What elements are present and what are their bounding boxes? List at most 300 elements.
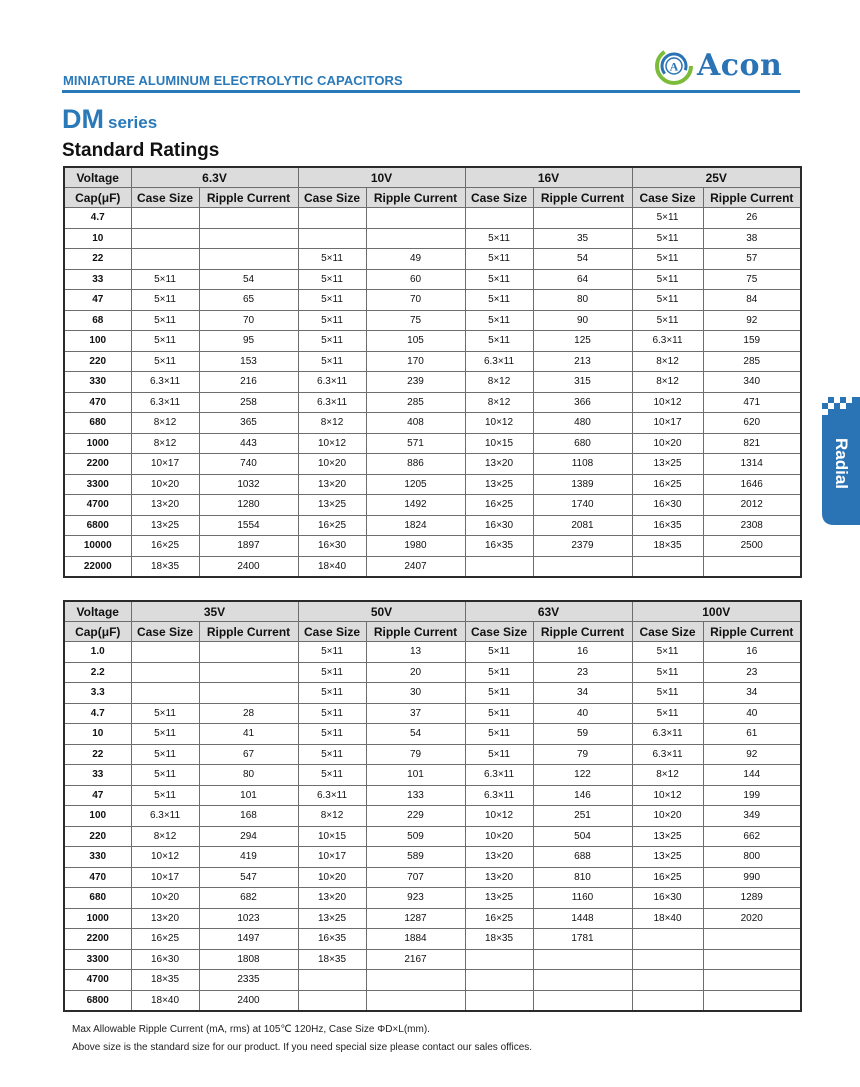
header-title: MINIATURE ALUMINUM ELECTROLYTIC CAPACITORS <box>63 73 403 88</box>
table-row <box>64 372 801 393</box>
case-size-cell: 6.3×11 <box>131 392 199 413</box>
case-size-cell: 13×25 <box>131 515 199 536</box>
case-size-cell: 5×11 <box>632 662 703 683</box>
ripple-current-cell <box>703 929 801 950</box>
ripple-current-cell: 2020 <box>703 908 801 929</box>
ripple-current-cell <box>366 970 465 991</box>
ripple-current-cell: 547 <box>199 867 298 888</box>
capacitance-cell: 22 <box>64 744 131 765</box>
capacitance-cell: 33 <box>64 765 131 786</box>
case-size-cell: 5×11 <box>632 269 703 290</box>
capacitance-cell: 33 <box>64 269 131 290</box>
case-size-cell: 5×11 <box>465 724 533 745</box>
case-size-cell: 5×11 <box>632 208 703 229</box>
ripple-current-cell: 340 <box>703 372 801 393</box>
case-size-cell: 5×11 <box>131 331 199 352</box>
ripple-current-cell: 2500 <box>703 536 801 557</box>
case-size-cell: 10×20 <box>131 474 199 495</box>
ripple-current-cell: 1023 <box>199 908 298 929</box>
table-row <box>64 929 801 950</box>
table-row <box>64 556 801 577</box>
ripple-current-cell <box>366 990 465 1011</box>
ripple-current-cell: 13 <box>366 642 465 663</box>
capacitance-cell: 2200 <box>64 454 131 475</box>
capacitance-cell: 22 <box>64 249 131 270</box>
case-size-cell: 5×11 <box>298 310 366 331</box>
ripple-current-cell: 61 <box>703 724 801 745</box>
note-line-1: Max Allowable Ripple Current (mA, rms) at 105℃ 120Hz, Case Size ΦD×L(mm). <box>72 1024 430 1035</box>
table-row <box>64 765 801 786</box>
capacitance-cell: 2200 <box>64 929 131 950</box>
case-size-cell <box>298 970 366 991</box>
ripple-current-header: Ripple Current <box>703 622 801 642</box>
case-size-cell: 5×11 <box>465 249 533 270</box>
case-size-cell: 16×25 <box>298 515 366 536</box>
case-size-cell: 5×11 <box>131 765 199 786</box>
case-size-cell <box>131 208 199 229</box>
ripple-current-cell: 620 <box>703 413 801 434</box>
ripple-current-cell: 800 <box>703 847 801 868</box>
ripple-current-cell: 34 <box>533 683 632 704</box>
ripple-current-cell: 38 <box>703 228 801 249</box>
case-size-cell: 8×12 <box>465 372 533 393</box>
ripple-current-cell: 251 <box>533 806 632 827</box>
case-size-cell: 8×12 <box>465 392 533 413</box>
ripple-current-cell: 20 <box>366 662 465 683</box>
ratings-table-low-voltage <box>63 166 802 578</box>
case-size-cell: 16×30 <box>131 949 199 970</box>
voltage-group-header: 25V <box>632 167 801 188</box>
case-size-cell: 16×25 <box>131 929 199 950</box>
capacitance-cell: 3300 <box>64 474 131 495</box>
ripple-current-cell: 16 <box>703 642 801 663</box>
case-size-cell: 13×25 <box>632 826 703 847</box>
capacitance-cell: 47 <box>64 290 131 311</box>
case-size-header: Case Size <box>298 622 366 642</box>
case-size-cell: 13×25 <box>632 454 703 475</box>
column-header-row <box>64 188 801 208</box>
ripple-current-cell <box>533 990 632 1011</box>
capacitance-cell: 3300 <box>64 949 131 970</box>
case-size-cell <box>465 990 533 1011</box>
table-row <box>64 785 801 806</box>
case-size-cell: 5×11 <box>298 331 366 352</box>
voltage-group-header: 6.3V <box>131 167 298 188</box>
table-row <box>64 208 801 229</box>
ripple-current-cell: 2407 <box>366 556 465 577</box>
case-size-cell: 8×12 <box>632 372 703 393</box>
case-size-cell <box>131 249 199 270</box>
table-row <box>64 724 801 745</box>
case-size-cell: 5×11 <box>465 683 533 704</box>
case-size-cell: 6.3×11 <box>465 351 533 372</box>
capacitance-cell: 6800 <box>64 990 131 1011</box>
case-size-cell: 10×20 <box>298 454 366 475</box>
case-size-cell: 16×35 <box>465 536 533 557</box>
ripple-current-cell: 59 <box>533 724 632 745</box>
table-row <box>64 847 801 868</box>
case-size-cell: 18×35 <box>298 949 366 970</box>
ripple-current-cell: 1448 <box>533 908 632 929</box>
case-size-cell: 8×12 <box>131 413 199 434</box>
ripple-current-cell: 80 <box>533 290 632 311</box>
case-size-cell: 5×11 <box>632 228 703 249</box>
capacitance-cell: 4.7 <box>64 208 131 229</box>
capacitance-cell: 6800 <box>64 515 131 536</box>
case-size-cell: 13×25 <box>465 888 533 909</box>
ripple-current-cell: 349 <box>703 806 801 827</box>
ripple-current-cell: 101 <box>366 765 465 786</box>
case-size-cell: 5×11 <box>131 785 199 806</box>
ripple-current-cell: 122 <box>533 765 632 786</box>
ripple-current-cell: 2308 <box>703 515 801 536</box>
ripple-current-cell: 443 <box>199 433 298 454</box>
case-size-cell <box>131 662 199 683</box>
ripple-current-cell: 168 <box>199 806 298 827</box>
ripple-current-cell: 84 <box>703 290 801 311</box>
ripple-current-cell: 40 <box>703 703 801 724</box>
case-size-cell: 16×25 <box>131 536 199 557</box>
ripple-current-cell: 821 <box>703 433 801 454</box>
ripple-current-cell: 37 <box>366 703 465 724</box>
case-size-cell: 5×11 <box>298 703 366 724</box>
voltage-group-header: 16V <box>465 167 632 188</box>
ripple-current-cell: 75 <box>366 310 465 331</box>
ripple-current-cell: 1108 <box>533 454 632 475</box>
capacitance-cell: 3.3 <box>64 683 131 704</box>
ripple-current-cell: 101 <box>199 785 298 806</box>
capacitance-cell: 680 <box>64 413 131 434</box>
case-size-cell: 13×20 <box>465 867 533 888</box>
ripple-current-header: Ripple Current <box>533 622 632 642</box>
capacitance-cell: 22000 <box>64 556 131 577</box>
ripple-current-cell: 1740 <box>533 495 632 516</box>
ripple-current-cell: 95 <box>199 331 298 352</box>
ripple-current-cell: 34 <box>703 683 801 704</box>
ripple-current-header: Ripple Current <box>533 188 632 208</box>
table-row <box>64 683 801 704</box>
ripple-current-cell: 57 <box>703 249 801 270</box>
capacitance-cell: 4700 <box>64 970 131 991</box>
ripple-current-cell: 707 <box>366 867 465 888</box>
series-name: DM <box>62 104 104 134</box>
capacitance-cell: 10000 <box>64 536 131 557</box>
ripple-current-cell <box>533 208 632 229</box>
case-size-cell: 10×15 <box>298 826 366 847</box>
radial-tab-label: Radial <box>832 438 851 490</box>
ripple-current-cell: 886 <box>366 454 465 475</box>
table-row <box>64 990 801 1011</box>
case-size-cell: 18×35 <box>465 929 533 950</box>
case-size-cell <box>465 970 533 991</box>
case-size-cell: 5×11 <box>465 703 533 724</box>
ripple-current-cell: 365 <box>199 413 298 434</box>
table-row <box>64 249 801 270</box>
case-size-cell: 18×40 <box>131 990 199 1011</box>
ripple-current-cell: 285 <box>366 392 465 413</box>
ripple-current-cell: 1492 <box>366 495 465 516</box>
case-size-cell: 13×25 <box>298 908 366 929</box>
capacitance-cell: 470 <box>64 867 131 888</box>
case-size-cell: 5×11 <box>465 662 533 683</box>
case-size-cell: 5×11 <box>632 290 703 311</box>
voltage-group-header: 63V <box>465 601 632 622</box>
ripple-current-cell: 366 <box>533 392 632 413</box>
ripple-current-cell: 75 <box>703 269 801 290</box>
case-size-cell: 10×12 <box>131 847 199 868</box>
ripple-current-cell: 23 <box>703 662 801 683</box>
ripple-current-cell: 682 <box>199 888 298 909</box>
case-size-cell: 10×17 <box>632 413 703 434</box>
ripple-current-cell <box>703 990 801 1011</box>
case-size-cell: 13×25 <box>298 495 366 516</box>
case-size-cell: 5×11 <box>298 642 366 663</box>
ripple-current-cell: 1287 <box>366 908 465 929</box>
ripple-current-cell <box>533 970 632 991</box>
case-size-cell: 16×25 <box>632 474 703 495</box>
ripple-current-cell: 199 <box>703 785 801 806</box>
case-size-cell: 5×11 <box>298 744 366 765</box>
table-row <box>64 413 801 434</box>
case-size-cell <box>298 990 366 1011</box>
case-size-cell: 10×12 <box>298 433 366 454</box>
case-size-cell: 18×40 <box>298 556 366 577</box>
capacitance-cell: 4700 <box>64 495 131 516</box>
ripple-current-cell: 662 <box>703 826 801 847</box>
case-size-cell: 5×11 <box>465 310 533 331</box>
ripple-current-cell: 315 <box>533 372 632 393</box>
table-row <box>64 392 801 413</box>
note-line-2: Above size is the standard size for our product. If you need special size please contact our sales offices. <box>72 1042 533 1053</box>
case-size-cell: 5×11 <box>131 290 199 311</box>
table-row <box>64 908 801 929</box>
ripple-current-cell <box>199 249 298 270</box>
ripple-current-cell: 49 <box>366 249 465 270</box>
ripple-current-cell: 79 <box>533 744 632 765</box>
table-row <box>64 806 801 827</box>
capacitance-cell: 2.2 <box>64 662 131 683</box>
voltage-group-header: 10V <box>298 167 465 188</box>
case-size-cell: 5×11 <box>465 744 533 765</box>
case-size-cell: 13×20 <box>131 495 199 516</box>
case-size-cell: 10×20 <box>465 826 533 847</box>
logo-text: Acon <box>697 48 783 83</box>
case-size-cell: 18×40 <box>632 908 703 929</box>
case-size-cell: 5×11 <box>632 703 703 724</box>
ripple-current-cell: 26 <box>703 208 801 229</box>
ripple-current-cell: 30 <box>366 683 465 704</box>
ripple-current-cell: 419 <box>199 847 298 868</box>
ripple-current-cell: 2167 <box>366 949 465 970</box>
case-size-cell: 5×11 <box>465 642 533 663</box>
series-title <box>62 104 157 135</box>
case-size-cell: 5×11 <box>465 228 533 249</box>
ripple-current-cell: 285 <box>703 351 801 372</box>
capacitance-cell: 220 <box>64 826 131 847</box>
voltage-header-row <box>64 167 801 188</box>
capacitance-cell: 68 <box>64 310 131 331</box>
case-size-cell: 6.3×11 <box>632 744 703 765</box>
case-size-cell <box>298 208 366 229</box>
table-row <box>64 703 801 724</box>
case-size-cell: 8×12 <box>632 351 703 372</box>
ripple-current-cell: 2335 <box>199 970 298 991</box>
case-size-cell <box>131 228 199 249</box>
capacitance-cell: 220 <box>64 351 131 372</box>
case-size-cell: 8×12 <box>298 413 366 434</box>
case-size-header: Case Size <box>465 622 533 642</box>
ripple-current-cell: 1808 <box>199 949 298 970</box>
ripple-current-cell: 680 <box>533 433 632 454</box>
ripple-current-header: Ripple Current <box>199 622 298 642</box>
case-size-cell: 10×17 <box>298 847 366 868</box>
ripple-current-cell: 133 <box>366 785 465 806</box>
case-size-cell <box>632 990 703 1011</box>
ripple-current-cell <box>533 949 632 970</box>
ripple-current-cell: 239 <box>366 372 465 393</box>
case-size-cell: 5×11 <box>298 683 366 704</box>
ripple-current-cell: 92 <box>703 310 801 331</box>
ripple-current-cell <box>533 556 632 577</box>
ripple-current-cell: 41 <box>199 724 298 745</box>
ripple-current-cell: 170 <box>366 351 465 372</box>
ripple-current-header: Ripple Current <box>199 188 298 208</box>
case-size-cell: 5×11 <box>131 744 199 765</box>
case-size-cell: 10×20 <box>632 433 703 454</box>
table-row <box>64 888 801 909</box>
ripple-current-cell: 589 <box>366 847 465 868</box>
case-size-cell: 16×30 <box>298 536 366 557</box>
case-size-cell: 10×12 <box>465 413 533 434</box>
case-size-cell: 5×11 <box>131 269 199 290</box>
case-size-cell: 5×11 <box>465 290 533 311</box>
capacitance-cell: 330 <box>64 372 131 393</box>
ripple-current-header: Ripple Current <box>703 188 801 208</box>
ripple-current-cell: 153 <box>199 351 298 372</box>
case-size-cell <box>131 683 199 704</box>
case-size-cell <box>632 949 703 970</box>
voltage-group-header: 35V <box>131 601 298 622</box>
voltage-label: Voltage <box>64 601 131 622</box>
table-row <box>64 495 801 516</box>
notes <box>72 1021 532 1057</box>
ripple-current-cell: 229 <box>366 806 465 827</box>
capacitance-cell: 1000 <box>64 433 131 454</box>
ripple-current-cell: 740 <box>199 454 298 475</box>
ripple-current-header: Ripple Current <box>366 188 465 208</box>
case-size-cell: 13×20 <box>298 888 366 909</box>
ripple-current-cell: 1884 <box>366 929 465 950</box>
ripple-current-cell <box>199 683 298 704</box>
ripple-current-cell: 213 <box>533 351 632 372</box>
ripple-current-cell: 2012 <box>703 495 801 516</box>
ripple-current-cell <box>199 228 298 249</box>
table-row <box>64 536 801 557</box>
case-size-cell: 6.3×11 <box>298 372 366 393</box>
case-size-cell: 18×35 <box>131 556 199 577</box>
case-size-cell: 5×11 <box>632 642 703 663</box>
case-size-cell: 13×25 <box>632 847 703 868</box>
case-size-cell: 8×12 <box>298 806 366 827</box>
capacitance-cell: 470 <box>64 392 131 413</box>
ripple-current-cell: 294 <box>199 826 298 847</box>
case-size-cell: 6.3×11 <box>298 392 366 413</box>
ripple-current-cell: 1824 <box>366 515 465 536</box>
case-size-cell: 16×25 <box>465 908 533 929</box>
case-size-cell: 5×11 <box>131 351 199 372</box>
case-size-cell: 5×11 <box>298 249 366 270</box>
ripple-current-cell: 810 <box>533 867 632 888</box>
table-row <box>64 310 801 331</box>
ripple-current-header: Ripple Current <box>366 622 465 642</box>
ripple-current-cell <box>703 556 801 577</box>
ripple-current-cell: 16 <box>533 642 632 663</box>
capacitance-cell: 1.0 <box>64 642 131 663</box>
company-logo <box>655 47 795 87</box>
ripple-current-cell: 70 <box>366 290 465 311</box>
ripple-current-cell: 1160 <box>533 888 632 909</box>
table-row <box>64 433 801 454</box>
voltage-header-row <box>64 601 801 622</box>
case-size-cell: 6.3×11 <box>632 331 703 352</box>
case-size-header: Case Size <box>632 188 703 208</box>
ripple-current-cell: 258 <box>199 392 298 413</box>
case-size-cell: 10×20 <box>298 867 366 888</box>
case-size-cell: 8×12 <box>131 433 199 454</box>
ripple-current-cell: 1980 <box>366 536 465 557</box>
ripple-current-cell: 2379 <box>533 536 632 557</box>
case-size-cell: 16×30 <box>632 495 703 516</box>
case-size-cell: 8×12 <box>632 765 703 786</box>
table-row <box>64 290 801 311</box>
ripple-current-cell: 159 <box>703 331 801 352</box>
ripple-current-cell: 216 <box>199 372 298 393</box>
case-size-cell: 10×17 <box>131 454 199 475</box>
ripple-current-cell: 92 <box>703 744 801 765</box>
ripple-current-cell: 1289 <box>703 888 801 909</box>
table-row <box>64 331 801 352</box>
table-row <box>64 454 801 475</box>
ripple-current-cell: 35 <box>533 228 632 249</box>
ripple-current-cell: 79 <box>366 744 465 765</box>
case-size-header: Case Size <box>131 622 199 642</box>
case-size-cell <box>131 642 199 663</box>
case-size-cell: 16×35 <box>298 929 366 950</box>
ripple-current-cell <box>199 208 298 229</box>
capacitance-cell: 680 <box>64 888 131 909</box>
ripple-current-cell: 1032 <box>199 474 298 495</box>
case-size-cell: 10×12 <box>465 806 533 827</box>
ripple-current-cell: 1205 <box>366 474 465 495</box>
ripple-current-cell <box>703 970 801 991</box>
ripple-current-cell <box>366 208 465 229</box>
case-size-cell: 13×20 <box>131 908 199 929</box>
voltage-group-header: 100V <box>632 601 801 622</box>
case-size-cell: 10×20 <box>131 888 199 909</box>
ripple-current-cell: 1389 <box>533 474 632 495</box>
case-size-cell: 5×11 <box>632 310 703 331</box>
case-size-cell: 5×11 <box>131 703 199 724</box>
case-size-cell <box>632 970 703 991</box>
ripple-current-cell: 471 <box>703 392 801 413</box>
ripple-current-cell: 1554 <box>199 515 298 536</box>
ratings-table-high-voltage <box>63 600 802 1012</box>
table-row <box>64 269 801 290</box>
ripple-current-cell <box>199 642 298 663</box>
case-size-cell: 10×15 <box>465 433 533 454</box>
ripple-current-cell: 571 <box>366 433 465 454</box>
ripple-current-cell <box>366 228 465 249</box>
